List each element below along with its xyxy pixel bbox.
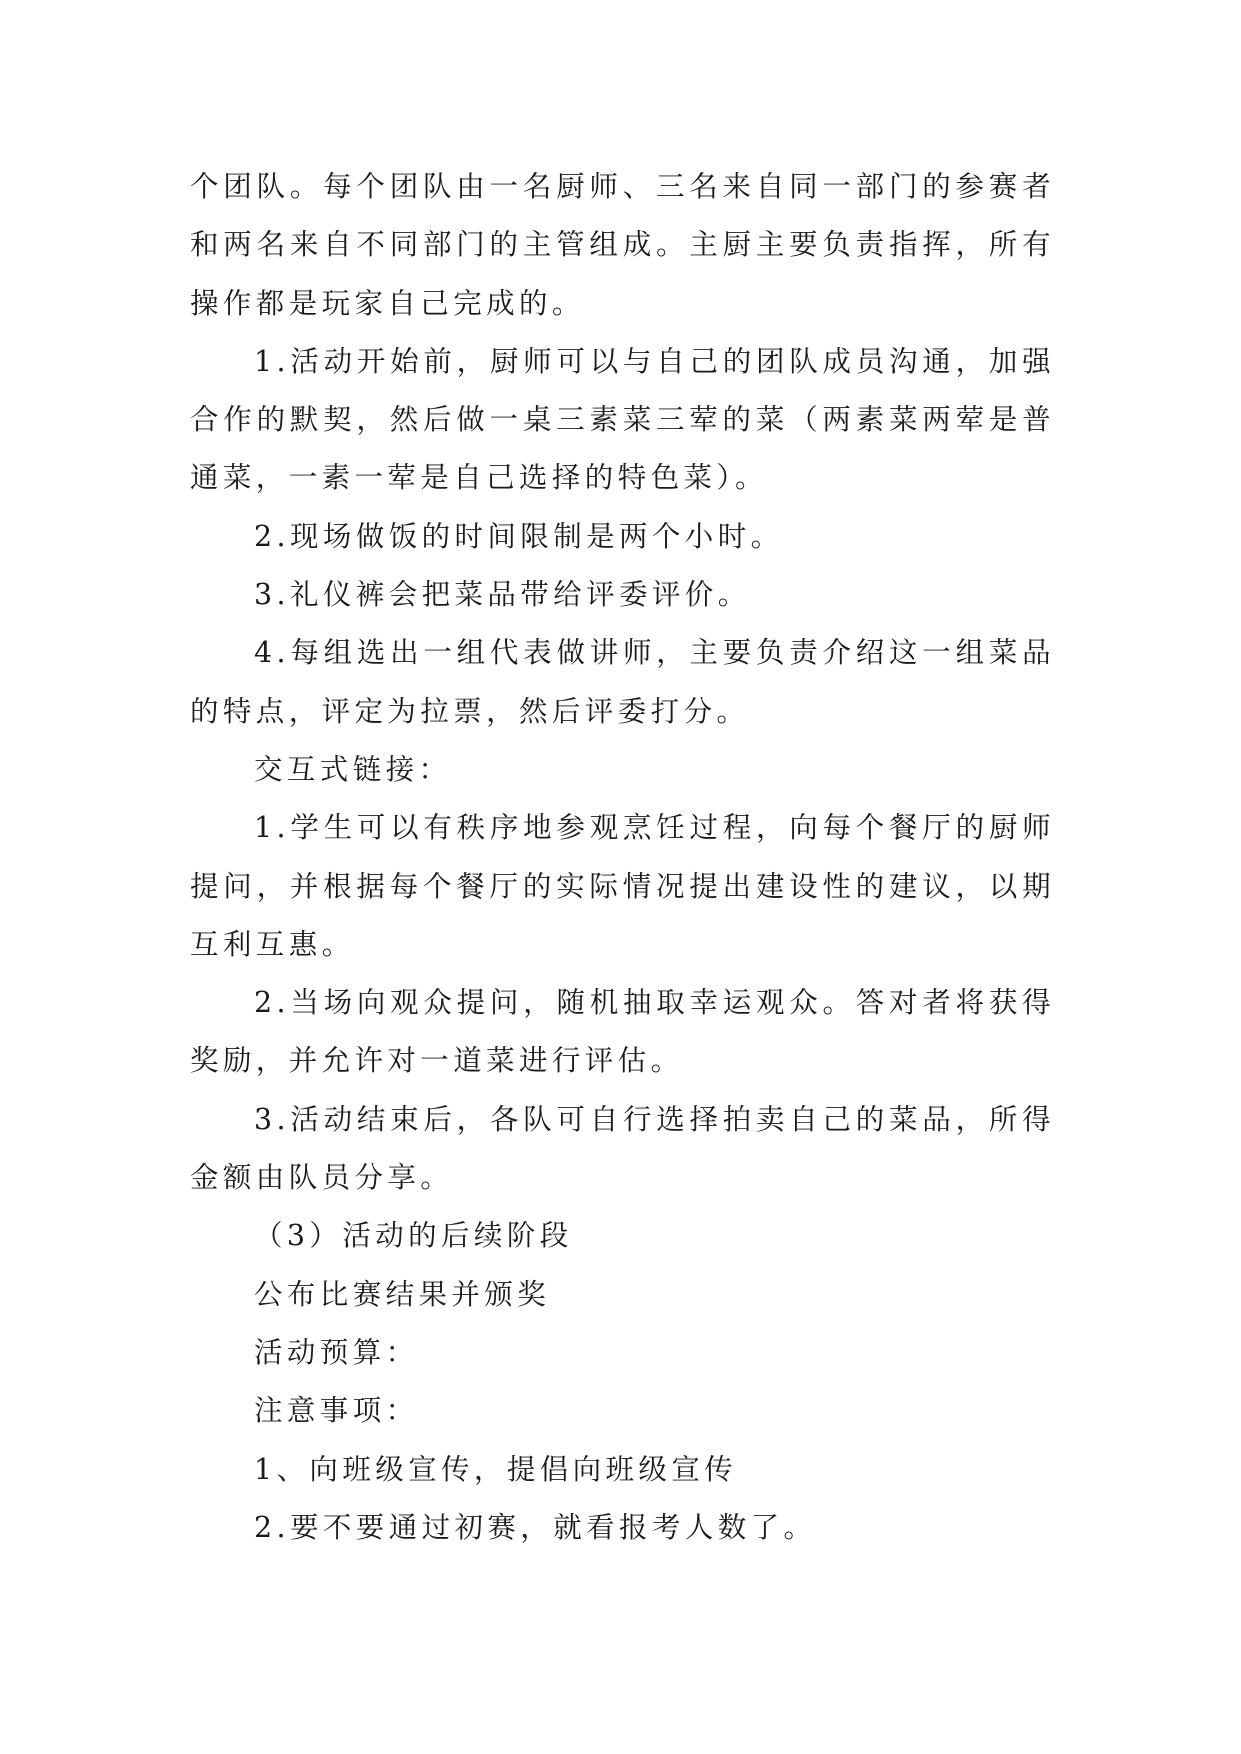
paragraph-step-2: 2.现场做饭的时间限制是两个小时。 — [254, 519, 784, 553]
section-heading-notes: 注意事项： — [254, 1394, 419, 1428]
paragraph-interactive-1: 1.学生可以有秩序地参观烹饪过程，向每个餐厅的厨师提问，并根据每个餐厅的实际情况提出建设性的建议，以期互利互惠。 — [190, 811, 1055, 961]
paragraph-interactive-2: 2.当场向观众提问，随机抽取幸运观众。答对者将获得奖励，并允许对一道菜进行评估。 — [190, 986, 1055, 1078]
section-heading-follow-up: （3）活动的后续阶段 — [254, 1219, 573, 1253]
paragraph-step-4: 4.每组选出一组代表做讲师，主要负责介绍这一组菜品的特点，评定为拉票，然后评委打分。 — [190, 636, 1055, 728]
section-heading-interactive-link: 交互式链接： — [254, 752, 452, 786]
document-page — [190, 158, 1055, 1557]
paragraph-announce-results: 公布比赛结果并颁奖 — [254, 1277, 551, 1311]
paragraph-note-1: 1、向班级宣传，提倡向班级宣传 — [254, 1452, 738, 1486]
paragraph-team-composition: 个团队。每个团队由一名厨师、三名来自同一部门的参赛者和两名来自不同部门的主管组成。主厨主要负责指挥，所有操作都是玩家自己完成的。 — [190, 170, 1055, 320]
paragraph-note-2: 2.要不要通过初赛，就看报考人数了。 — [254, 1510, 817, 1544]
paragraph-step-3: 3.礼仪裤会把菜品带给评委评价。 — [254, 578, 751, 612]
paragraph-step-1: 1.活动开始前，厨师可以与自己的团队成员沟通，加强合作的默契，然后做一桌三素菜三荤的菜（两素菜两荤是普通菜，一素一荤是自己选择的特色菜）。 — [190, 344, 1055, 495]
paragraph-interactive-3: 3.活动结束后，各队可自行选择拍卖自己的菜品，所得金额由队员分享。 — [190, 1102, 1055, 1195]
section-heading-budget: 活动预算： — [254, 1335, 419, 1369]
